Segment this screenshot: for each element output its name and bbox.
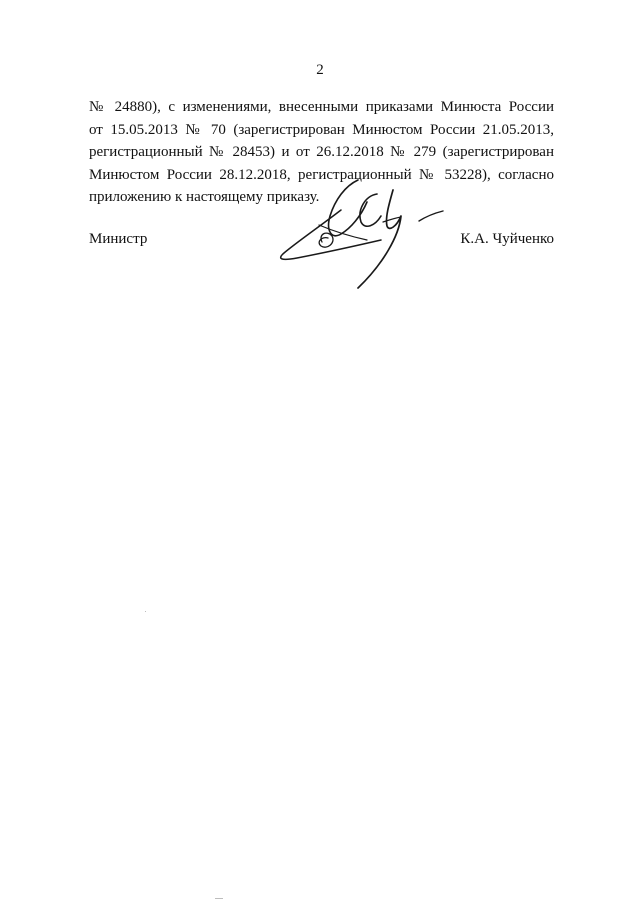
paragraph-line: приложению к настоящему приказу. — [89, 189, 320, 205]
paragraph-line: № 24880), с изменениями, внесенными приказами Минюста России — [89, 99, 554, 115]
paper-speck — [145, 611, 146, 612]
paragraph-line: от 15.05.2013 № 70 (зарегистрирован Минюстом России 21.05.2013, — [89, 121, 554, 138]
page-number: 2 — [316, 62, 324, 78]
signature-stroke — [419, 211, 443, 221]
signer-position: Министр — [89, 231, 148, 247]
signer-name: К.А. Чуйченко — [460, 231, 554, 247]
signature-stroke — [319, 233, 333, 247]
paragraph-line: Минюстом России 28.12.2018, регистрационный № 53228), согласно — [89, 166, 554, 183]
handwritten-signature — [275, 176, 450, 291]
paper-speck — [215, 898, 223, 899]
paragraph-line: регистрационный № 28453) и от 26.12.2018 № 279 (зарегистрирован — [89, 144, 554, 160]
